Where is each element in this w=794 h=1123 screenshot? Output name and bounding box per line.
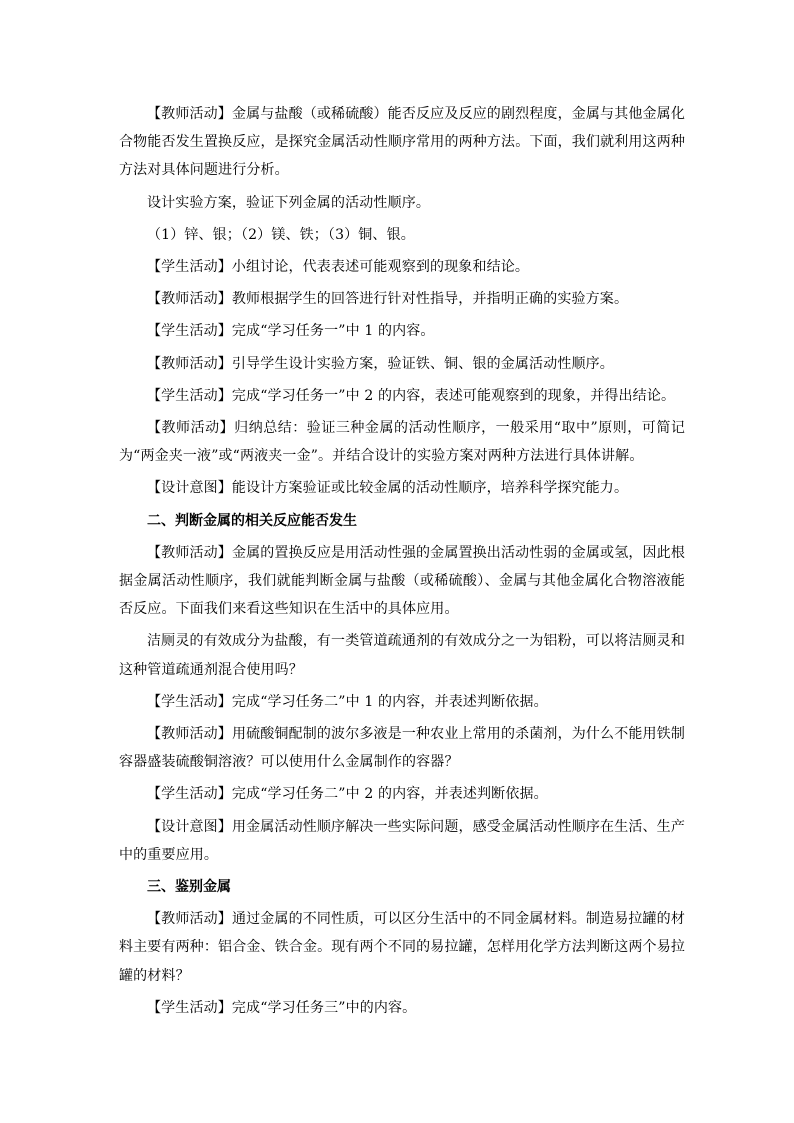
paragraph-teacher-displacement: 【教师活动】金属的置换反应是用活动性强的金属置换出活动性弱的金属或氢，因此根据金属活动性顺序，我们就能判断金属与盐酸（或稀硫酸）、金属与其他金属化合物溶液能否反应。下面我们来看这些知识在生活中的具体应用。 (119, 544, 685, 618)
paragraph-teacher-guide: 【教师活动】教师根据学生的回答进行针对性指导，并指明正确的实验方案。 (147, 291, 629, 308)
paragraph-student-discuss: 【学生活动】小组讨论，代表表述可能观察到的现象和结论。 (147, 259, 530, 276)
paragraph-teacher-cans: 【教师活动】通过金属的不同性质，可以区分生活中的不同金属材料。制造易拉罐的材料主要有两种：铝合金、铁合金。现有两个不同的易拉罐，怎样用化学方法判断这两个易拉罐的材料？ (119, 911, 685, 984)
document-page (119, 100, 685, 1026)
section-heading-2: 二、判断金属的相关反应能否发生 (147, 512, 357, 529)
paragraph-metal-pairs: （1）锌、银；（2）镁、铁；（3）铜、银。 (147, 226, 415, 243)
section-heading-3: 三、鉴别金属 (147, 879, 231, 896)
paragraph-student-task3: 【学生活动】完成“学习任务三”中的内容。 (147, 999, 417, 1016)
paragraph-student-task2-2: 【学生活动】完成“学习任务二”中 2 的内容，并表述判断依据。 (147, 786, 548, 803)
paragraph-student-task1-1: 【学生活动】完成“学习任务一”中 1 的内容。 (147, 323, 435, 340)
paragraph-teacher-design: 【教师活动】引导学生设计实验方案，验证铁、铜、银的金属活动性顺序。 (147, 355, 614, 372)
paragraph-student-task2-1: 【学生活动】完成“学习任务二”中 1 的内容，并表述判断依据。 (147, 693, 548, 710)
paragraph-design-intent-1: 【设计意图】能设计方案验证或比较金属的活动性顺序，培养科学探究能力。 (147, 480, 629, 497)
paragraph-design-plan: 设计实验方案，验证下列金属的活动性顺序。 (147, 194, 430, 211)
paragraph-teacher-summary: 【教师活动】归纳总结：验证三种金属的活动性顺序，一般采用“取中”原则，可简记为“两金夹一液”或“两液夹一金”。并结合设计的实验方案对两种方法进行具体讲解。 (119, 420, 685, 465)
paragraph-design-intent-2: 【设计意图】用金属活动性顺序解决一些实际问题，感受金属活动性顺序在生活、生产中的重要应用。 (119, 818, 685, 863)
paragraph-teacher-intro: 【教师活动】金属与盐酸（或稀硫酸）能否反应及反应的剧烈程度，金属与其他金属化合物能否发生置换反应，是探究金属活动性顺序常用的两种方法。下面，我们就利用这两种方法对具体问题进行分析。 (119, 106, 685, 179)
paragraph-teacher-bordeaux: 【教师活动】用硫酸铜配制的波尔多液是一种农业上常用的杀菌剂，为什么不能用铁制容器盛装硫酸铜溶液？可以使用什么金属制作的容器？ (119, 726, 685, 771)
paragraph-cleaner-question: 洁厕灵的有效成分为盐酸，有一类管道疏通剂的有效成分之一为铝粉，可以将洁厕灵和这种管道疏通剂混合使用吗？ (119, 633, 685, 678)
paragraph-student-task1-2: 【学生活动】完成“学习任务一”中 2 的内容，表述可能观察到的现象，并得出结论。 (147, 387, 676, 404)
